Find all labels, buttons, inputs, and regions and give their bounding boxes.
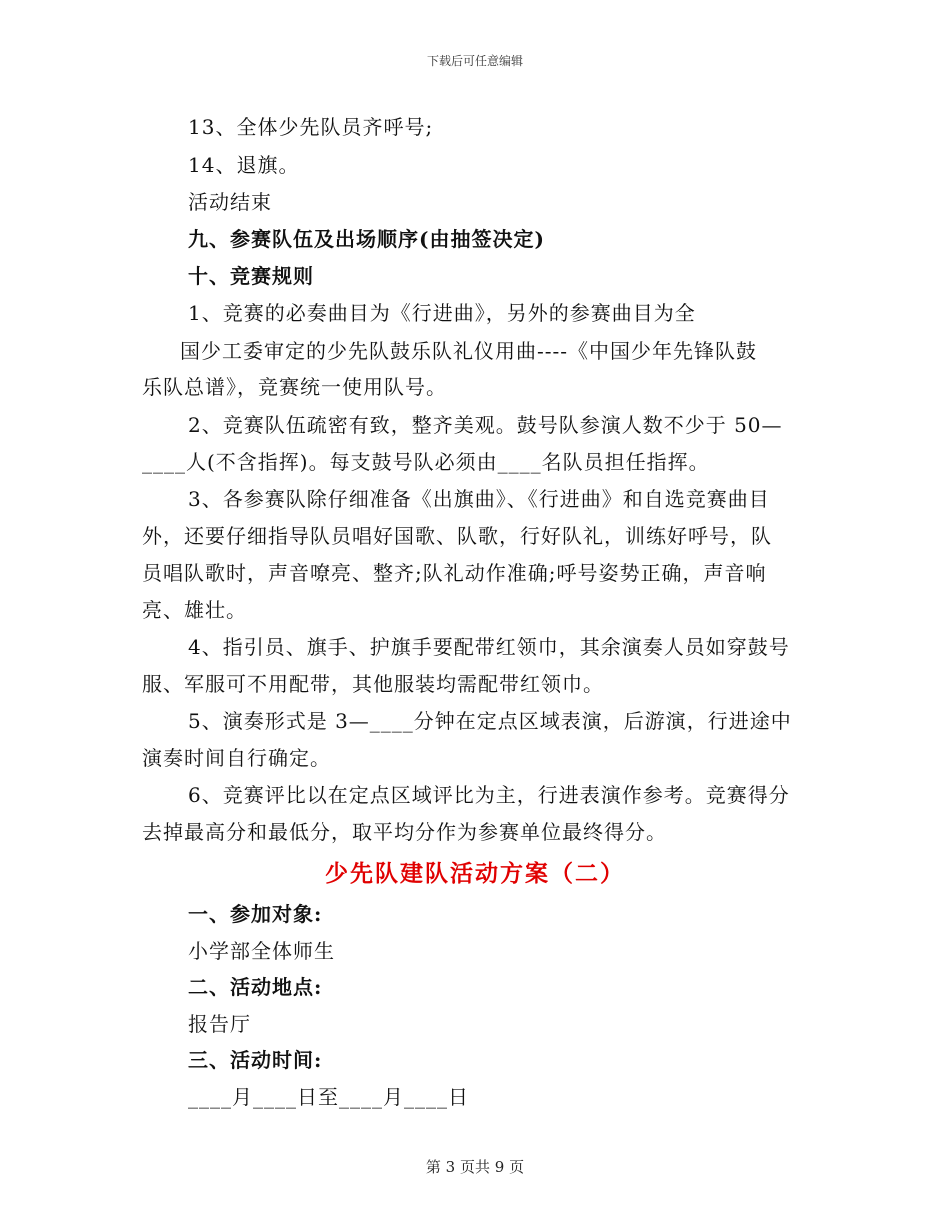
page-header: 下载后可任意编辑	[426, 54, 523, 68]
item-13: 13、全体少先队员齐呼号;	[188, 115, 434, 139]
section-title: 少先队建队活动方案（二）	[325, 860, 625, 887]
rule-3-line-2: 外，还要仔细指导队员唱好国歌、队歌，行好队礼，训练好呼号，队	[142, 524, 772, 548]
heading-time: 三、活动时间:	[188, 1048, 323, 1072]
time-value: ____月____日至____月____日	[188, 1085, 469, 1109]
rule-2-line-2: ____人(不含指挥)。每支鼓号队必须由____名队员担任指挥。	[142, 450, 710, 474]
heading-participants: 一、参加对象:	[188, 902, 323, 926]
heading-nine: 九、参赛队伍及出场顺序(由抽签决定)	[188, 227, 545, 251]
heading-location: 二、活动地点:	[188, 975, 323, 999]
item-14: 14、退旗。	[188, 153, 300, 177]
rule-2-line-1: 2、竞赛队伍疏密有致，整齐美观。鼓号队参演人数不少于 50—	[188, 413, 783, 437]
rule-5-line-2: 演奏时间自行确定。	[142, 746, 331, 770]
rule-1-line-1: 1、竞赛的必奏曲目为《行进曲》，另外的参赛曲目为全	[188, 301, 696, 325]
rule-3-line-3: 员唱队歌时，声音嘹亮、整齐;队礼动作准确;呼号姿势正确，声音响	[142, 561, 767, 585]
rule-5-line-1: 5、演奏形式是 3—____分钟在定点区域表演，后游演，行进途中	[188, 709, 792, 733]
heading-ten: 十、竞赛规则	[188, 264, 314, 288]
rule-1-line-3: 乐队总谱》，竞赛统一使用队号。	[142, 375, 447, 399]
rule-3-line-1: 3、各参赛队除仔细准备《出旗曲》、《行进曲》和自选竞赛曲目	[188, 487, 770, 511]
rule-1-line-2: 国少工委审定的少先队鼓乐队礼仪用曲----《中国少年先锋队鼓	[180, 339, 758, 363]
rule-6-line-1: 6、竞赛评比以在定点区域评比为主，行进表演作参考。竞赛得分	[188, 783, 790, 807]
participants-value: 小学部全体师生	[188, 939, 335, 963]
rule-4-line-1: 4、指引员、旗手、护旗手要配带红领巾，其余演奏人员如穿鼓号	[188, 635, 790, 659]
rule-6-line-2: 去掉最高分和最低分，取平均分作为参赛单位最终得分。	[142, 820, 667, 844]
page-footer: 第 3 页共 9 页	[425, 1158, 525, 1176]
rule-4-line-2: 服、军服可不用配带，其他服装均需配带红领巾。	[142, 672, 604, 696]
activity-end: 活动结束	[188, 190, 272, 214]
location-value: 报告厅	[188, 1012, 251, 1036]
rule-3-line-4: 亮、雄壮。	[142, 598, 247, 622]
